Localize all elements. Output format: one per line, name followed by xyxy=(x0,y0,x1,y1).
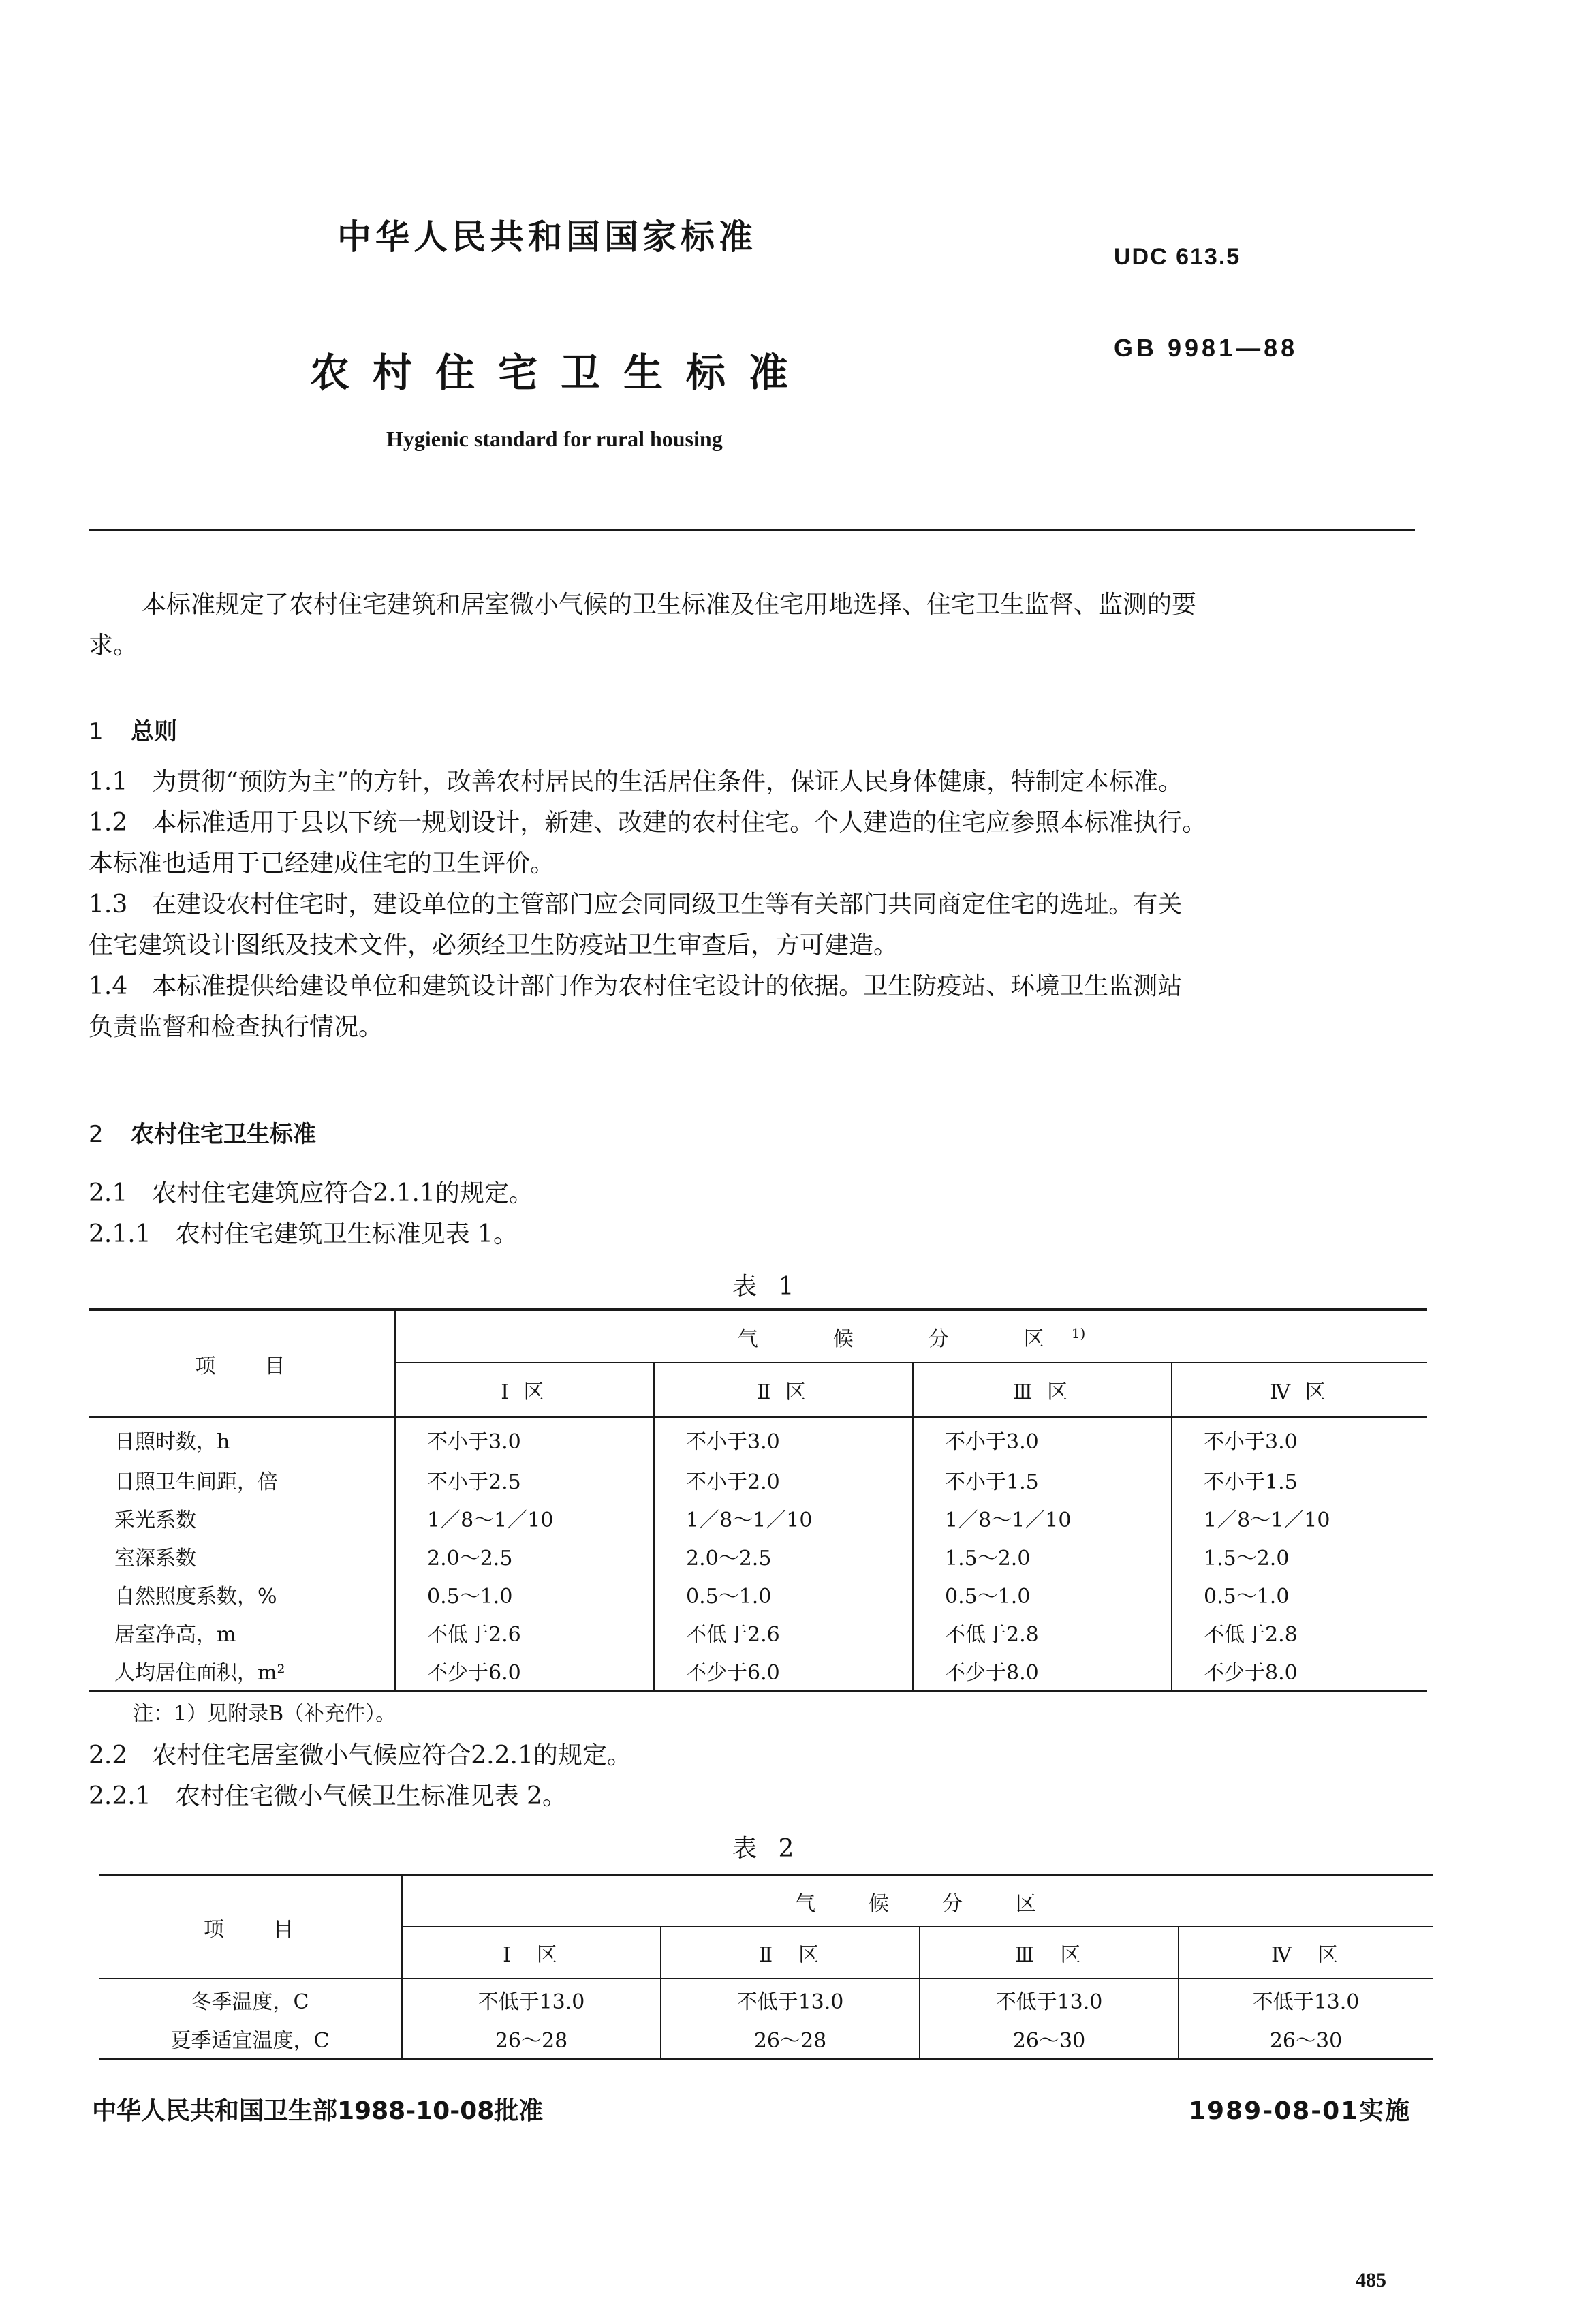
clause-1-4-cont: 负责监督和检查执行情况。 xyxy=(89,1013,384,1041)
section-2-title: 农村住宅卫生标准 xyxy=(131,1121,316,1148)
cell-value: 不小于3.0 xyxy=(1204,1429,1298,1454)
cell-value: 26～30 xyxy=(920,2019,1179,2059)
standard-number: GB 9981—88 xyxy=(1114,334,1298,362)
table-2 xyxy=(99,1874,1433,2060)
cell-value: 2.0～2.5 xyxy=(395,1537,654,1575)
cell-value: 不少于8.0 xyxy=(913,1652,1172,1691)
cell-value: 不少于8.0 xyxy=(1172,1652,1427,1691)
page-number: 485 xyxy=(1356,2269,1386,2291)
cell-value: 0.5～1.0 xyxy=(1204,1585,1290,1609)
row-label: 人均居住面积，m² xyxy=(89,1652,395,1691)
clause-1-3-cont: 住宅建筑设计图纸及技术文件，必须经卫生防疫站卫生审查后，方可建造。 xyxy=(89,931,899,959)
clause-1-1: 1.1 为贯彻“预防为主”的方针，改善农村居民的生活居住条件，保证人民身体健康，特制定本标准。 xyxy=(89,768,1183,796)
table-2-zone-header: Ⅱ 区 xyxy=(661,1927,920,1979)
cell-value: 不低于2.8 xyxy=(1204,1623,1298,1647)
approval-line: 中华人民共和国卫生部1988-10-08批准 xyxy=(92,2097,544,2125)
cell-value: 不小于3.0 xyxy=(654,1417,913,1461)
row-label: 室深系数 xyxy=(89,1537,395,1575)
row-label: 日照时数，h xyxy=(89,1417,395,1461)
table-1 xyxy=(89,1308,1427,1692)
effective-date: 1989-08-01实施 xyxy=(1189,2097,1412,2125)
table-1-zone-header: Ⅰ 区 xyxy=(395,1363,654,1417)
row-label: 夏季适宜温度，C xyxy=(99,2019,402,2059)
cell-value: 不小于1.5 xyxy=(913,1461,1172,1499)
cell-value: 1.5～2.0 xyxy=(1204,1547,1290,1570)
cell-value: 1.5～2.0 xyxy=(913,1537,1172,1575)
row-label: 居室净高，m xyxy=(89,1613,395,1652)
table-1-zone-group-header xyxy=(395,1310,1427,1363)
english-title: Hygienic standard for rural housing xyxy=(386,427,723,451)
table-1-caption: 表 1 xyxy=(732,1273,801,1301)
section-1-body xyxy=(89,762,1424,1048)
clause-1-2-cont: 本标准也适用于已经建成住宅的卫生评价。 xyxy=(89,850,555,878)
table-1-note: 注：1）见附录B（补充件）。 xyxy=(133,1702,396,1726)
table-2-item-header: 项 目 xyxy=(99,1875,402,1979)
table-1-zone-header: Ⅱ 区 xyxy=(654,1363,913,1417)
row-label: 自然照度系数，% xyxy=(89,1575,395,1613)
cell-value: 0.5～1.0 xyxy=(395,1575,654,1613)
table-2-zone-header: Ⅲ 区 xyxy=(920,1927,1179,1979)
cell-value: 1／8～1／10 xyxy=(654,1499,913,1537)
section-2-number: 2 xyxy=(89,1121,104,1148)
cell-value: 不低于2.8 xyxy=(913,1613,1172,1652)
intro-line-1: 本标准规定了农村住宅建筑和居室微小气候的卫生标准及住宅用地选择、住宅卫生监督、监测的要 xyxy=(142,591,1197,619)
cell-value: 不少于6.0 xyxy=(395,1652,654,1691)
cell-value: 不低于13.0 xyxy=(920,1979,1179,2019)
cell-value: 2.0～2.5 xyxy=(654,1537,913,1575)
cell-value: 不小于1.5 xyxy=(1204,1470,1298,1494)
clause-1-3: 1.3 在建设农村住宅时，建设单位的主管部门应会同同级卫生等有关部门共同商定住宅的选址。有关 xyxy=(89,890,1183,918)
table-row xyxy=(89,1499,1427,1537)
row-label: 冬季温度，C xyxy=(99,1979,402,2019)
section-2-body xyxy=(89,1173,1424,1255)
table-2-zone-group-header: 气 候 分 区 xyxy=(402,1875,1433,1927)
row-label: 采光系数 xyxy=(89,1499,395,1537)
section-1-number: 1 xyxy=(89,718,104,745)
cell-value: 不低于2.6 xyxy=(395,1613,654,1652)
cell-value: 0.5～1.0 xyxy=(654,1575,913,1613)
table-1-zone-header: Ⅲ 区 xyxy=(913,1363,1172,1417)
table-2-zone-header: Ⅰ 区 xyxy=(402,1927,661,1979)
section-2-2-body xyxy=(89,1735,1424,1817)
table-row xyxy=(89,1537,1427,1575)
cell-value: 不低于13.0 xyxy=(402,1979,661,2019)
cell-value: 1／8～1／10 xyxy=(913,1499,1172,1537)
table-1-zone-group-label: 气 候 分 区 xyxy=(737,1327,1072,1351)
clause-1-2: 1.2 本标准适用于县以下统一规划设计，新建、改建的农村住宅。个人建造的住宅应参照本标准执行。 xyxy=(89,809,1207,837)
cell-value: 不小于2.5 xyxy=(395,1461,654,1499)
cell-value: 0.5～1.0 xyxy=(913,1575,1172,1613)
table-row xyxy=(99,1979,1433,2019)
cell-value: 26～28 xyxy=(661,2019,920,2059)
clause-2-2-1: 2.2.1 农村住宅微小气候卫生标准见表 2。 xyxy=(89,1782,567,1810)
table-row xyxy=(89,1461,1427,1499)
cell-value: 1／8～1／10 xyxy=(1204,1508,1330,1532)
table-1-footnote-mark: 1) xyxy=(1071,1324,1086,1342)
clause-2-1: 2.1 农村住宅建筑应符合2.1.1的规定。 xyxy=(89,1179,533,1207)
header-divider xyxy=(89,529,1415,531)
cell-value: 不低于13.0 xyxy=(661,1979,920,2019)
clause-1-4: 1.4 本标准提供给建设单位和建筑设计部门作为农村住宅设计的依据。卫生防疫站、环境卫生监测站 xyxy=(89,972,1183,1000)
cell-value: 不低于2.6 xyxy=(654,1613,913,1652)
intro-line-2: 求。 xyxy=(89,632,138,660)
table-row xyxy=(99,2019,1433,2059)
section-1-title: 总则 xyxy=(131,718,177,745)
cell-value: 不低于13.0 xyxy=(1252,1989,1360,2014)
section-1-heading xyxy=(89,713,177,746)
cell-value: 1／8～1／10 xyxy=(395,1499,654,1537)
cell-value: 不小于3.0 xyxy=(913,1417,1172,1461)
document-title: 农村住宅卫生标准 xyxy=(310,350,812,396)
udc-code: UDC 613.5 xyxy=(1114,244,1241,270)
table-1-item-header: 项 目 xyxy=(89,1310,395,1417)
table-row xyxy=(89,1613,1427,1652)
cell-value: 26～28 xyxy=(402,2019,661,2059)
table-2-zone-header: Ⅳ 区 xyxy=(1179,1927,1433,1979)
cell-value: 26～30 xyxy=(1179,2019,1433,2059)
cell-value: 不少于6.0 xyxy=(654,1652,913,1691)
table-2-caption: 表 2 xyxy=(732,1835,801,1863)
publisher-heading: 中华人民共和国国家标准 xyxy=(337,217,757,257)
table-row xyxy=(89,1575,1427,1613)
row-label: 日照卫生间距，倍 xyxy=(89,1461,395,1499)
cell-value: 不小于2.0 xyxy=(654,1461,913,1499)
clause-2-1-1: 2.1.1 农村住宅建筑卫生标准见表 1。 xyxy=(89,1220,518,1248)
intro-paragraph xyxy=(89,585,1424,666)
cell-value: 不小于3.0 xyxy=(395,1417,654,1461)
clause-2-2: 2.2 农村住宅居室微小气候应符合2.2.1的规定。 xyxy=(89,1741,631,1769)
table-1-zone-header: Ⅳ 区 xyxy=(1172,1363,1427,1417)
table-row xyxy=(89,1652,1427,1691)
table-row xyxy=(89,1417,1427,1461)
section-2-heading xyxy=(89,1115,316,1149)
